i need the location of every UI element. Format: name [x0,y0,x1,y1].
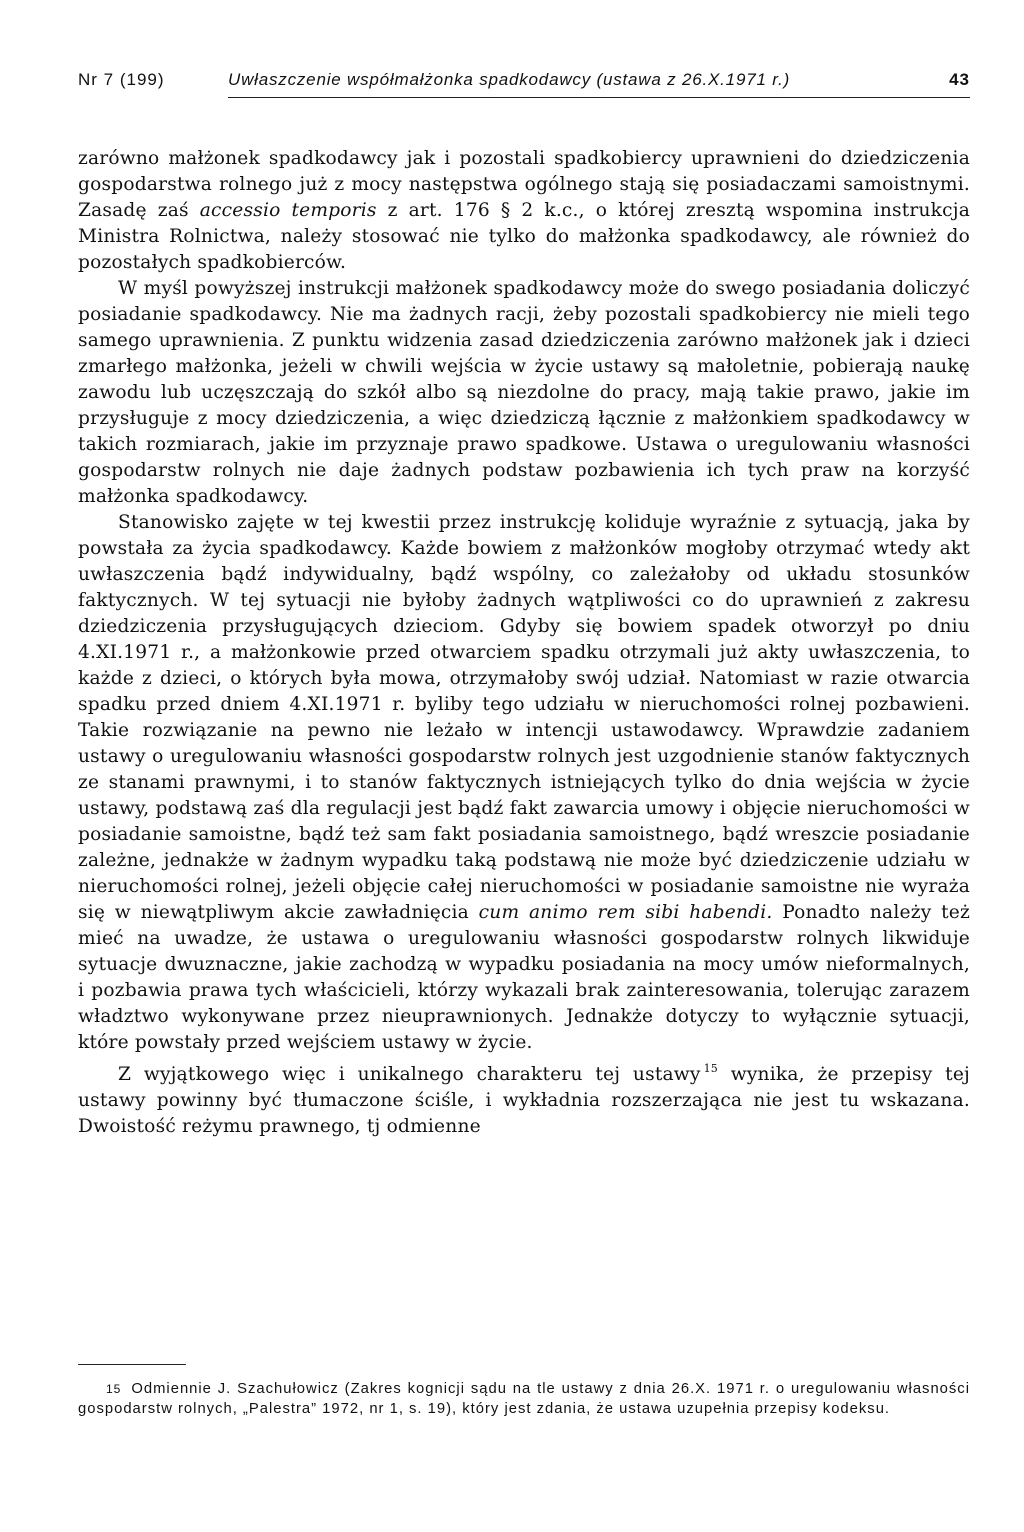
paragraph [78,1062,970,1140]
footnote-number: 15 [106,1382,122,1396]
paragraph [78,146,970,276]
paragraph-text: W myśl powyższej instrukcji małżonek spadkodawcy może do swego posiadania doliczyć posiadanie spadkodawcy. Nie ma żadnych racji, żeby pozostali spadkobiercy nie mieli tego samego uprawnienia. Z punktu widzenia zasad dziedziczenia zarówno małżonek jak i dzieci zmarłego małżonka, jeżeli w chwili wejścia w życie ustawy są małoletnie, pobierają naukę zawodu lub uczęszczają do szkół albo są niezdolne do pracy, mają takie prawo, jakie im przysługuje z mocy dziedziczenia, a więc dziedziczą łącznie z małżonkiem spadkodawcy w takich rozmiarach, jakie im przyznaje prawo spadkowe. Ustawa o uregulowaniu własności gospodarstw rolnych nie daje żadnych podstaw pozbawienia ich tych praw na korzyść małżonka spadkodawcy. [78,278,970,507]
header-rule [228,97,970,98]
paragraph-text: z art. 176 § 2 k.c., o której zresztą wspomina instrukcja Ministra Rolnictwa, należy stosować nie tylko do małżonka spadkodawcy, ale również do pozostałych spadkobierców. [78,200,970,273]
running-title: Uwłaszczenie współmałżonka spadkodawcy (ustawa z 26.X.1971 r.) [228,70,791,89]
body-text [78,146,970,1140]
paragraph-text: wynika, że przepisy tej ustawy powinny być tłumaczone ściśle, i wykładnia rozszerzająca nie jest tu wskazana. Dwoistość reżymu prawnego, tj odmienne [78,1064,970,1137]
paragraph-text: Ponadto należy też mieć na uwadze, że ustawa o uregulowaniu własności gospodarstw rolnych likwiduje sytuacje dwuznaczne, jakie zachodzą w wypadku posiadania na mocy umów nieformalnych, i pozbawia prawa tych właścicieli, którzy wykazali brak zainteresowania, tolerując zarazem władztwo wykonywane przez nieuprawnionych. Jednakże dotyczy to wyłącznie sytuacji, które powstały przed wejściem ustawy w życie. [78,902,970,1053]
paragraph-text: Z wyjątkowego więc i unikalnego charakteru tej ustawy [118,1064,701,1085]
footnote [78,1380,970,1419]
footnote-reference[interactable]: 15 [703,1062,719,1075]
page-number: 43 [949,70,970,89]
footnote-text: Odmiennie J. Szachułowicz (Zakres kognicji sądu na tle ustawy z dnia 26.X. 1971 r. o uregulowaniu własności gospodarstw rolnych, „Palestra” 1972, nr 1, s. 19), który jest zdania, że ustawa uzupełnia przepisy kodeksu. [78,1381,970,1417]
paragraph [78,510,970,1056]
paragraph [78,276,970,510]
issue-number: Nr 7 (199) [78,70,165,89]
latin-phrase: cum animo rem sibi habendi. [478,902,773,923]
footnote-rule [78,1364,186,1365]
document-page [78,62,970,1502]
paragraph-text: Stanowisko zajęte w tej kwestii przez instrukcję koliduje wyraźnie z sytuacją, jaka by powstała za życia spadkodawcy. Każde bowiem z małżonków mogłoby otrzymać wtedy akt uwłaszczenia bądź indywidualny, bądź wspólny, co zależałoby od układu stosunków faktycznych. W tej sytuacji nie byłoby żadnych wątpliwości co do uprawnień z zakresu dziedziczenia przysługujących dzieciom. Gdyby się bowiem spadek otworzył po dniu 4.XI.1971 r., a małżonkowie przed otwarciem spadku otrzymali już akty uwłaszczenia, to każde z dzieci, o których była mowa, otrzymałoby swój udział. Natomiast w razie otwarcia spadku przed dniem 4.XI.1971 r. byliby tego udziału w nieruchomości rolnej pozbawieni. Takie rozwiązanie na pewno nie leżało w intencji ustawodawcy. Wprawdzie zadaniem ustawy o uregulowaniu własności gospodarstw rolnych jest uzgodnienie stanów faktycznych ze stanami prawnymi, i to stanów faktycznych istniejących tylko do dnia wejścia w życie ustawy, podstawą zaś dla regulacji jest bądź fakt zawarcia umowy i objęcie nieruchomości w posiadanie samoistne, bądź też sam fakt posiadania samoistnego, bądź wreszcie posiadanie zależne, jednakże w żadnym wypadku taką podstawą nie może być dziedziczenie udziału w nieruchomości rolnej, jeżeli objęcie całej nieruchomości w posiadanie samoistne nie wyraża się w niewątpliwym akcie zawładnięcia [78,512,970,923]
paragraph-text: zarówno małżonek spadkodawcy jak i pozostali spadkobiercy uprawnieni do dziedziczenia gospodarstwa rolnego już z mocy następstwa ogólnego stają się posiadaczami samoistnymi. Zasadę zaś [78,148,970,221]
running-header [78,62,970,92]
latin-phrase: accessio temporis [199,200,377,221]
